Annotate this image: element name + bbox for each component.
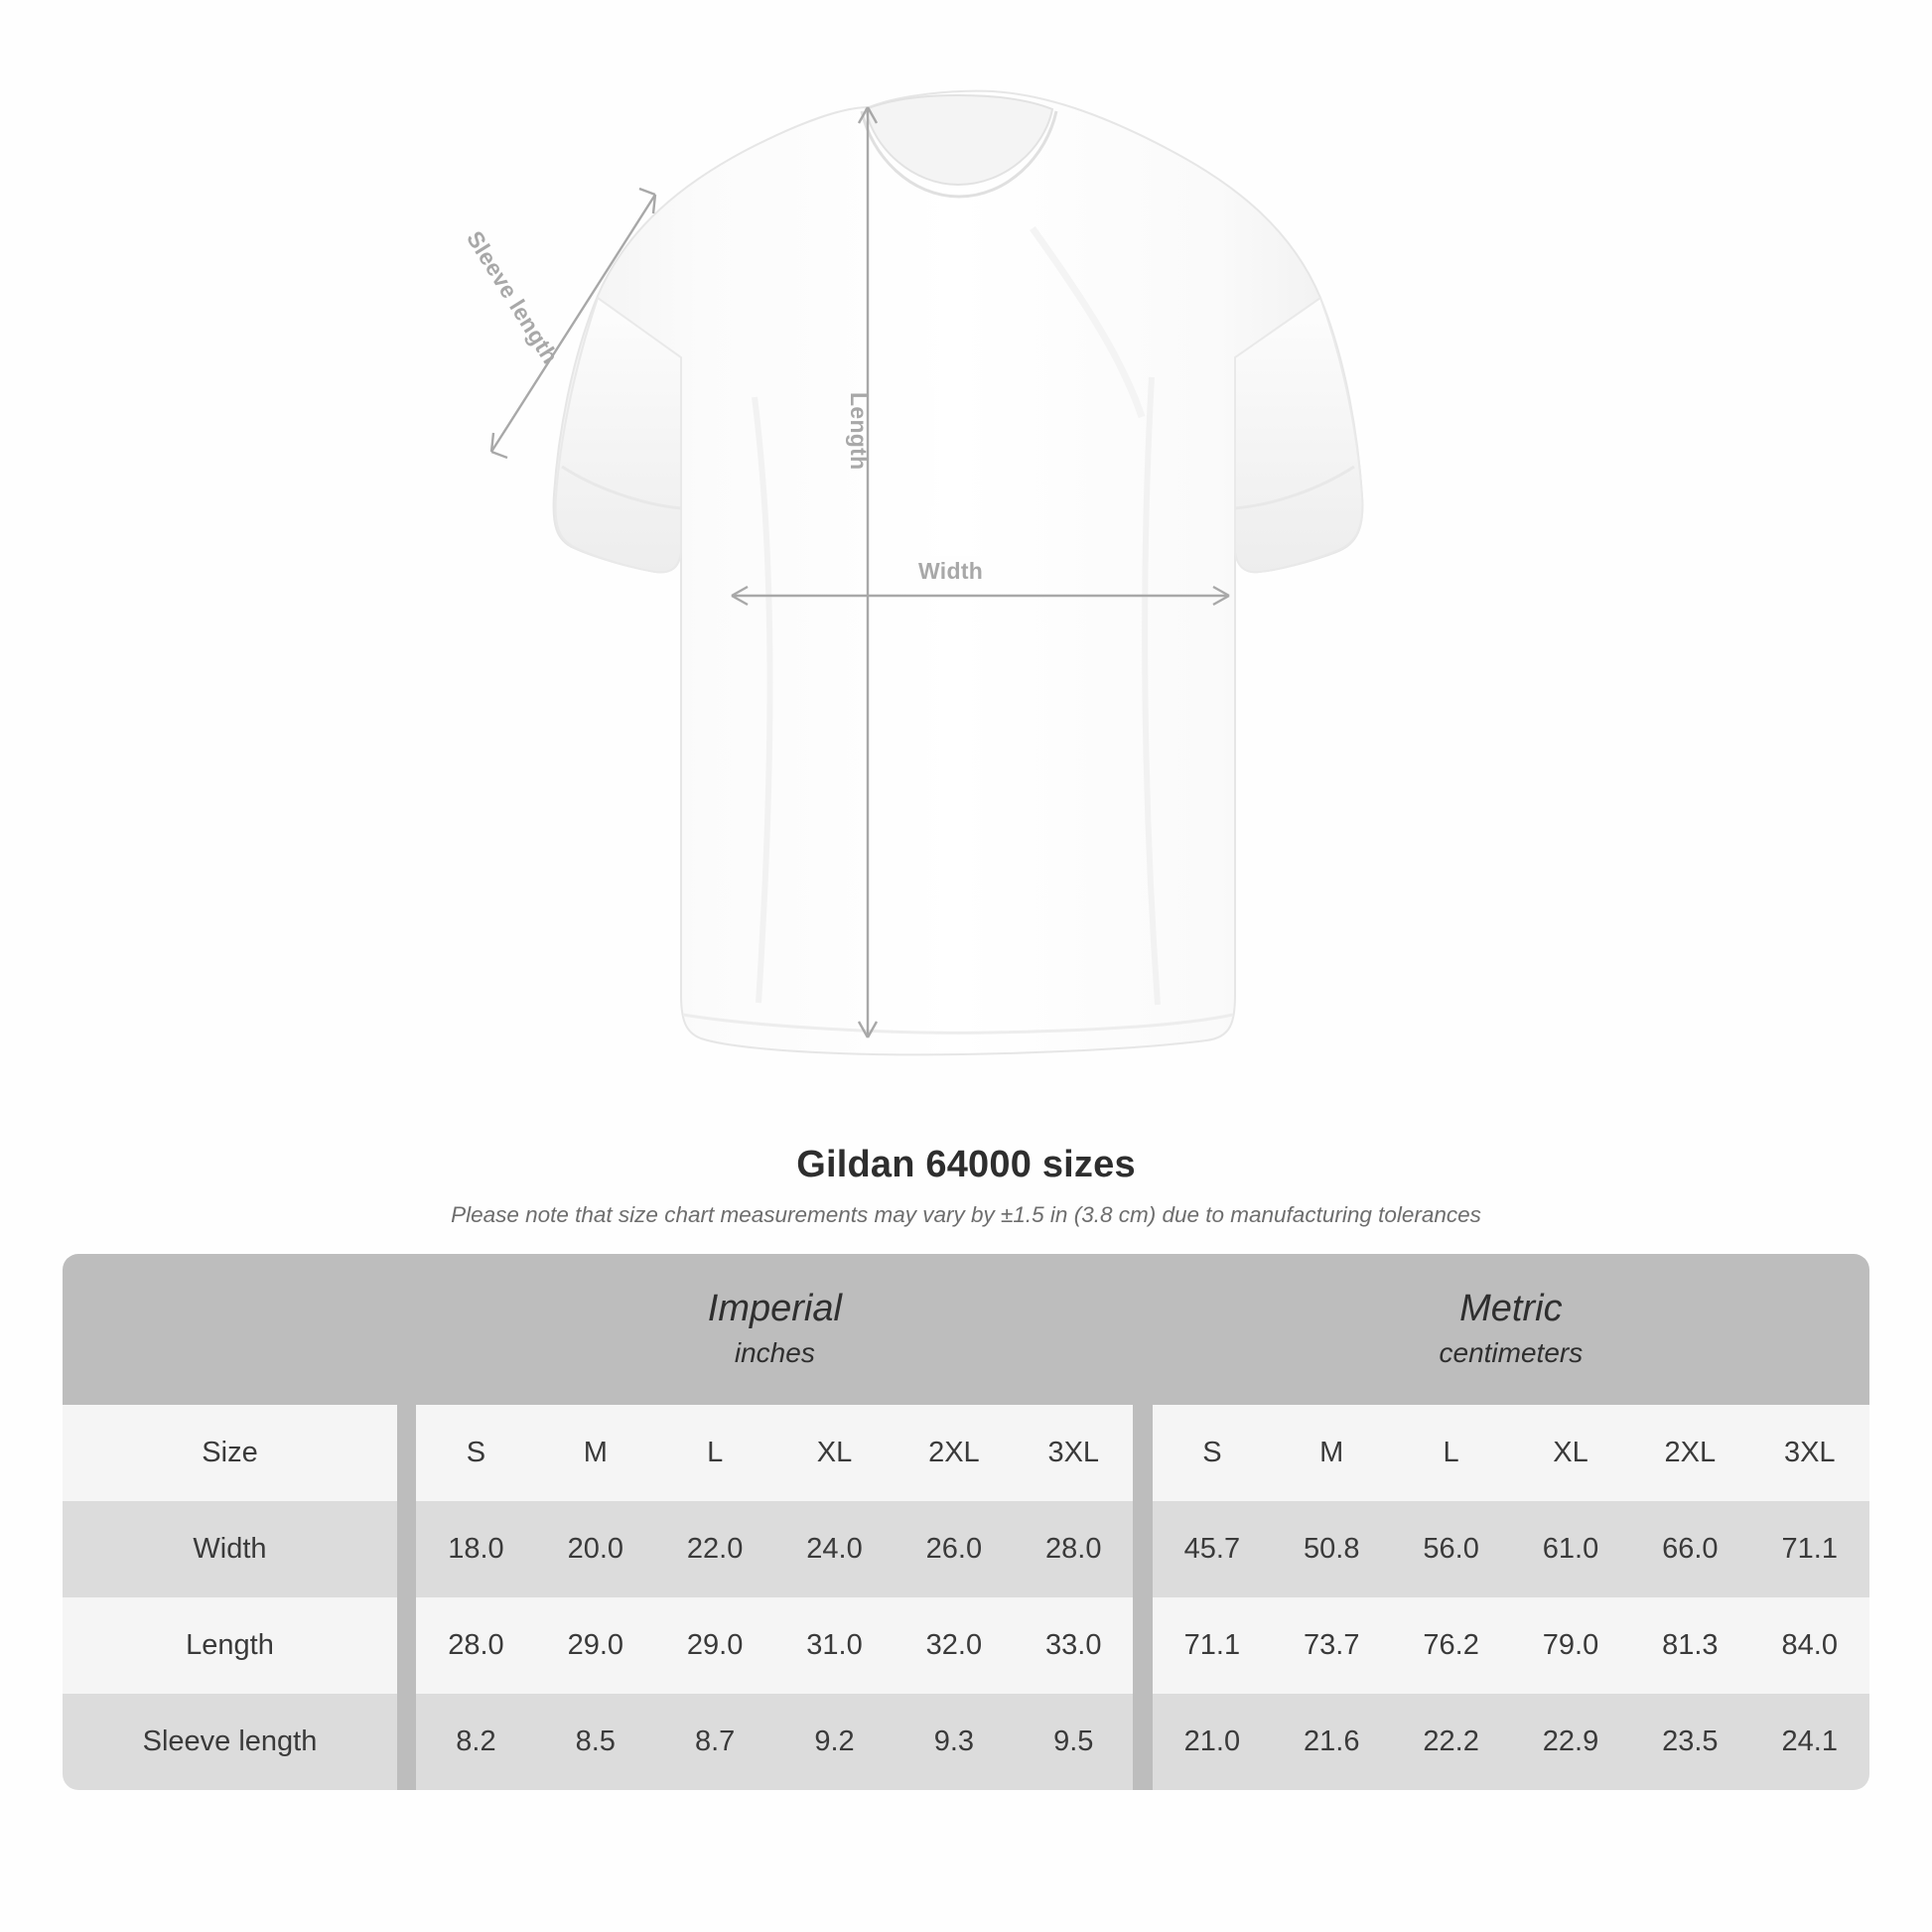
sleeve-length-dimension-label: Sleeve length — [461, 226, 564, 368]
size-header-metric-l: L — [1391, 1405, 1510, 1501]
cell-sleeve-imperial-m: 8.5 — [536, 1694, 655, 1790]
size-header-metric-m: M — [1272, 1405, 1391, 1501]
separator-left — [397, 1405, 416, 1501]
cell-sleeve-imperial-xl: 9.2 — [774, 1694, 894, 1790]
cell-sleeve-metric-m: 21.6 — [1272, 1694, 1391, 1790]
size-header-imperial-l: L — [655, 1405, 774, 1501]
cell-length-imperial-xl: 31.0 — [774, 1597, 894, 1694]
cell-sleeve-imperial-2xl: 9.3 — [895, 1694, 1014, 1790]
separator-middle — [1133, 1694, 1152, 1790]
cell-width-metric-3xl: 71.1 — [1750, 1501, 1869, 1597]
table-group-header-row — [63, 1254, 1869, 1405]
size-header-imperial-s: S — [416, 1405, 535, 1501]
size-header-imperial-xl: XL — [774, 1405, 894, 1501]
cell-width-metric-m: 50.8 — [1272, 1501, 1391, 1597]
cell-length-metric-l: 76.2 — [1391, 1597, 1510, 1694]
cell-length-imperial-l: 29.0 — [655, 1597, 774, 1694]
size-header-metric-s: S — [1153, 1405, 1272, 1501]
size-table — [63, 1254, 1869, 1790]
row-label-width: Width — [63, 1501, 397, 1597]
cell-length-imperial-2xl: 32.0 — [895, 1597, 1014, 1694]
group-header-empty — [63, 1254, 397, 1405]
page-title: Gildan 64000 sizes — [796, 1144, 1136, 1185]
table-row-sleeve-length — [63, 1694, 1869, 1790]
width-dimension-label: Width — [918, 558, 984, 584]
group-header-metric-main: Metric — [1459, 1288, 1563, 1330]
cell-width-imperial-3xl: 28.0 — [1014, 1501, 1133, 1597]
cell-sleeve-imperial-s: 8.2 — [416, 1694, 535, 1790]
cell-sleeve-imperial-l: 8.7 — [655, 1694, 774, 1790]
group-header-metric — [1153, 1254, 1869, 1405]
cell-width-imperial-s: 18.0 — [416, 1501, 535, 1597]
size-header-metric-3xl: 3XL — [1750, 1405, 1869, 1501]
cell-length-metric-s: 71.1 — [1153, 1597, 1272, 1694]
cell-length-imperial-3xl: 33.0 — [1014, 1597, 1133, 1694]
cell-width-metric-s: 45.7 — [1153, 1501, 1272, 1597]
group-header-imperial — [416, 1254, 1133, 1405]
cell-sleeve-metric-l: 22.2 — [1391, 1694, 1510, 1790]
size-header-imperial-2xl: 2XL — [895, 1405, 1014, 1501]
cell-length-metric-2xl: 81.3 — [1630, 1597, 1749, 1694]
table-row-length — [63, 1597, 1869, 1694]
cell-width-metric-2xl: 66.0 — [1630, 1501, 1749, 1597]
cell-length-metric-m: 73.7 — [1272, 1597, 1391, 1694]
cell-width-imperial-2xl: 26.0 — [895, 1501, 1014, 1597]
cell-width-imperial-l: 22.0 — [655, 1501, 774, 1597]
group-header-separator-middle — [1133, 1254, 1152, 1405]
cell-length-imperial-m: 29.0 — [536, 1597, 655, 1694]
cell-width-metric-xl: 61.0 — [1511, 1501, 1630, 1597]
tolerance-note: Please note that size chart measurements may vary by ±1.5 in (3.8 cm) due to manufacturing tolerances — [451, 1202, 1481, 1227]
cell-sleeve-metric-xl: 22.9 — [1511, 1694, 1630, 1790]
size-header-metric-xl: XL — [1511, 1405, 1630, 1501]
cell-width-imperial-m: 20.0 — [536, 1501, 655, 1597]
length-label-mask — [898, 387, 934, 506]
separator-left — [397, 1597, 416, 1694]
cell-width-imperial-xl: 24.0 — [774, 1501, 894, 1597]
cell-sleeve-metric-s: 21.0 — [1153, 1694, 1272, 1790]
length-dimension-label: Length — [846, 392, 872, 471]
group-header-imperial-sub: inches — [734, 1336, 815, 1368]
cell-length-metric-3xl: 84.0 — [1750, 1597, 1869, 1694]
row-label-length: Length — [63, 1597, 397, 1694]
group-header-separator-left — [397, 1254, 416, 1405]
row-label-size: Size — [63, 1405, 397, 1501]
chart-title-block — [0, 1144, 1932, 1228]
row-label-sleeve-length: Sleeve length — [63, 1694, 397, 1790]
cell-length-imperial-s: 28.0 — [416, 1597, 535, 1694]
separator-left — [397, 1501, 416, 1597]
size-header-imperial-3xl: 3XL — [1014, 1405, 1133, 1501]
separator-left — [397, 1694, 416, 1790]
group-header-imperial-main: Imperial — [707, 1288, 842, 1330]
cell-sleeve-imperial-3xl: 9.5 — [1014, 1694, 1133, 1790]
table-row-width — [63, 1501, 1869, 1597]
size-header-imperial-m: M — [536, 1405, 655, 1501]
separator-middle — [1133, 1405, 1152, 1501]
cell-sleeve-metric-2xl: 23.5 — [1630, 1694, 1749, 1790]
separator-middle — [1133, 1501, 1152, 1597]
cell-length-metric-xl: 79.0 — [1511, 1597, 1630, 1694]
cell-width-metric-l: 56.0 — [1391, 1501, 1510, 1597]
table-row-size-header — [63, 1405, 1869, 1501]
size-header-metric-2xl: 2XL — [1630, 1405, 1749, 1501]
cell-sleeve-metric-3xl: 24.1 — [1750, 1694, 1869, 1790]
size-table-wrapper — [63, 1254, 1869, 1790]
group-header-metric-sub: centimeters — [1439, 1336, 1584, 1368]
separator-middle — [1133, 1597, 1152, 1694]
